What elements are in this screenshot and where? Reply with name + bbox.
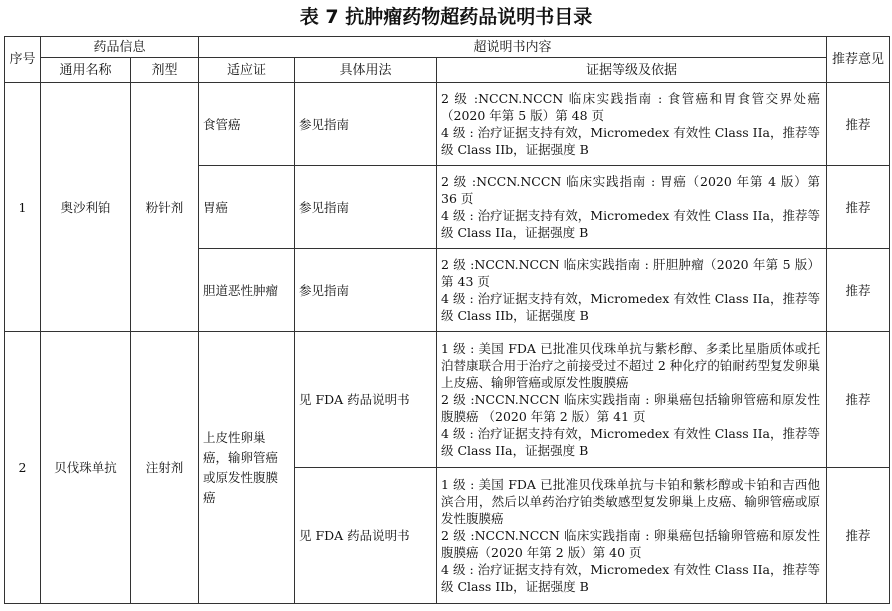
row-usage: 参见指南 [295, 249, 437, 332]
evidence-line: 2 级 :NCCN.NCCN 临床实践指南 : 肝胆肿瘤（2020 年第 5 版）第 43 页 [441, 257, 821, 289]
row-indication: 上皮性卵巢癌，输卵管癌或原发性腹膜癌 [199, 332, 295, 604]
evidence-line: 4 级 : 治疗证据支持有效，Micromedex 有效性 Class IIa，推荐等级 Class IIb，证据强度 B [441, 125, 821, 157]
row-evidence [437, 468, 827, 604]
row-recommend: 推荐 [827, 468, 890, 604]
header-seq: 序号 [5, 37, 41, 83]
row-evidence [437, 249, 827, 332]
row-evidence [437, 83, 827, 166]
evidence-line: 2 级 :NCCN.NCCN 临床实践指南 : 食管癌和胃食管交界处癌（2020 年第 5 版）第 48 页 [441, 91, 821, 123]
row-recommend: 推荐 [827, 166, 890, 249]
header-generic-name: 通用名称 [41, 58, 131, 83]
header-row-1 [5, 37, 890, 58]
page-title: 表 7 抗肿瘤药物超药品说明书目录 [299, 6, 593, 28]
header-evidence: 证据等级及依据 [437, 58, 827, 83]
evidence-line: 4 级 : 治疗证据支持有效，Micromedex 有效性 Class IIa，推荐等级 Class IIa，证据强度 B [441, 208, 821, 240]
row-recommend: 推荐 [827, 249, 890, 332]
evidence-line: 2 级 :NCCN.NCCN 临床实践指南 : 卵巢癌包括输卵管癌和原发性腹膜癌（2020 年第 2 版）第 40 页 [441, 528, 821, 560]
evidence-line: 4 级 : 治疗证据支持有效，Micromedex 有效性 Class IIa，推荐等级 Class IIb，证据强度 B [441, 562, 821, 594]
header-offlabel: 超说明书内容 [199, 37, 827, 58]
evidence-line: 4 级 : 治疗证据支持有效，Micromedex 有效性 Class IIa，推荐等级 Class IIb，证据强度 B [441, 291, 821, 323]
header-row-2 [5, 58, 890, 83]
row-usage: 见 FDA 药品说明书 [295, 332, 437, 468]
row-recommend: 推荐 [827, 83, 890, 166]
row-dosage-form: 注射剂 [131, 332, 199, 604]
row-generic-name: 贝伐珠单抗 [41, 332, 131, 604]
row-usage: 见 FDA 药品说明书 [295, 468, 437, 604]
evidence-line: 1 级 : 美国 FDA 已批准贝伐珠单抗与卡铂和紫杉醇或卡铂和吉西他滨合用，然后以单药治疗铂类敏感型复发卵巢上皮癌、输卵管癌或原发性腹膜癌 [441, 477, 821, 526]
header-drug-info: 药品信息 [41, 37, 199, 58]
table-row [5, 332, 890, 468]
row-evidence [437, 166, 827, 249]
header-indication: 适应证 [199, 58, 295, 83]
row-recommend: 推荐 [827, 332, 890, 468]
evidence-line: 2 级 :NCCN.NCCN 临床实践指南 : 胃癌（2020 年第 4 版）第 36 页 [441, 174, 821, 206]
header-recommend: 推荐意见 [827, 37, 890, 83]
header-dosage-form: 剂型 [131, 58, 199, 83]
row-seq: 1 [5, 83, 41, 332]
row-indication: 胆道恶性肿瘤 [199, 249, 295, 332]
row-usage: 参见指南 [295, 83, 437, 166]
evidence-line: 4 级 : 治疗证据支持有效，Micromedex 有效性 Class IIa，推荐等级 Class IIa，证据强度 B [441, 426, 821, 458]
row-seq: 2 [5, 332, 41, 604]
row-indication: 食管癌 [199, 83, 295, 166]
row-generic-name: 奥沙利铂 [41, 83, 131, 332]
evidence-line: 2 级 :NCCN.NCCN 临床实践指南 : 卵巢癌包括输卵管癌和原发性腹膜癌 （2020 年第 2 版）第 41 页 [441, 392, 821, 424]
evidence-line: 1 级 : 美国 FDA 已批准贝伐珠单抗与紫杉醇、多柔比星脂质体或托泊替康联合用于治疗之前接受过不超过 2 种化疗的铂耐药型复发卵巢上皮癌、输卵管癌或原发性腹膜癌 [441, 341, 821, 390]
table-row [5, 83, 890, 166]
row-evidence [437, 332, 827, 468]
offlabel-table [4, 36, 890, 604]
row-usage: 参见指南 [295, 166, 437, 249]
header-usage: 具体用法 [295, 58, 437, 83]
row-indication: 胃癌 [199, 166, 295, 249]
row-dosage-form: 粉针剂 [131, 83, 199, 332]
